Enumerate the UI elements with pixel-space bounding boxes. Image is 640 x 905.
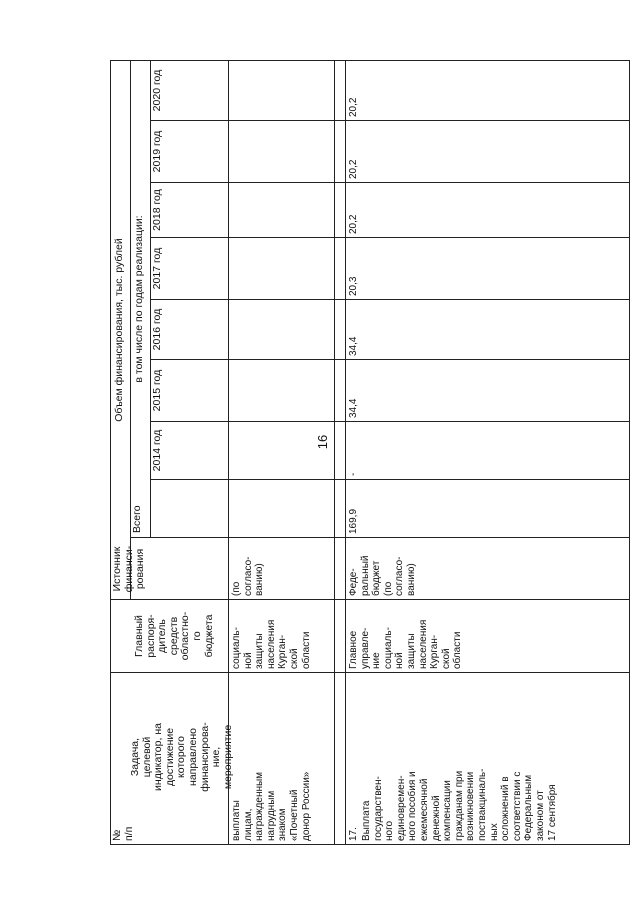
row-continuation-executor: социаль- ной защиты населения Курган- ской области	[231, 619, 312, 669]
grid-line	[130, 537, 630, 538]
row-continuation-source: (по согласо- ванию)	[231, 556, 266, 596]
year-2019: 2019 год	[151, 130, 163, 173]
row-17-source: Феде- ральный бюджет (по согласо- ванию)	[348, 555, 417, 596]
grid-line	[150, 120, 630, 121]
row-17-2015: 34,4	[348, 398, 359, 418]
grid-line	[334, 60, 335, 845]
row-17-2019: 20,2	[348, 159, 359, 179]
header-executor: Главный распоря- дитель средств областно- го бюджета	[133, 611, 215, 661]
financing-table	[110, 60, 630, 845]
grid-line	[110, 599, 630, 600]
header-total: Всего	[131, 505, 143, 533]
grid-line	[150, 299, 630, 300]
grid-line	[629, 60, 630, 845]
row-continuation-task: выплаты лицам, награжденным нагрудным знаком «Почетный донор России»	[231, 771, 312, 841]
rotated-table-frame	[110, 60, 630, 845]
year-2017: 2017 год	[151, 247, 163, 290]
row-17-2017: 20,3	[348, 276, 359, 296]
row-17-2018: 20,2	[348, 214, 359, 234]
row-17-total: 169,9	[348, 508, 359, 534]
year-2015: 2015 год	[151, 369, 163, 412]
row-17-2020: 20,2	[348, 97, 359, 117]
grid-line	[150, 237, 630, 238]
row-17-num: 17.	[348, 827, 359, 841]
row-17-2014: -	[348, 472, 359, 476]
header-by-years: в том числе по годам реализации:	[133, 215, 145, 383]
grid-line	[110, 60, 630, 61]
grid-line	[345, 60, 346, 845]
year-2014: 2014 год	[151, 429, 163, 472]
grid-line	[150, 479, 630, 480]
row-17-task: Выплата государствен- ного единовремен- ного пособия и ежемесячной денежной компенсации гражданам при возникновении поствакциналь- ных осложнений в соответствии с Федеральным законом от 17 сентября	[361, 768, 558, 841]
header-task: Задача, целевой индикатор, на достижение которого направлено финансирова- ние, мероприятие	[129, 722, 234, 792]
grid-line	[110, 844, 630, 845]
header-num: № п/п	[111, 826, 135, 841]
header-volume: Объем финансирования, тыс. рублей	[113, 238, 125, 422]
page-number: 16	[315, 434, 330, 450]
row-17-2016: 34,4	[348, 336, 359, 356]
grid-line	[150, 359, 630, 360]
grid-line	[150, 421, 630, 422]
grid-line	[150, 182, 630, 183]
row-17-executor: Главное управле- ние социаль- ной защиты населения Курган- ской области	[348, 619, 464, 669]
year-2020: 2020 год	[151, 69, 163, 112]
year-2016: 2016 год	[151, 308, 163, 351]
grid-line	[110, 60, 111, 845]
header-source: Источник финанси- рования	[111, 545, 147, 593]
year-2018: 2018 год	[151, 189, 163, 231]
